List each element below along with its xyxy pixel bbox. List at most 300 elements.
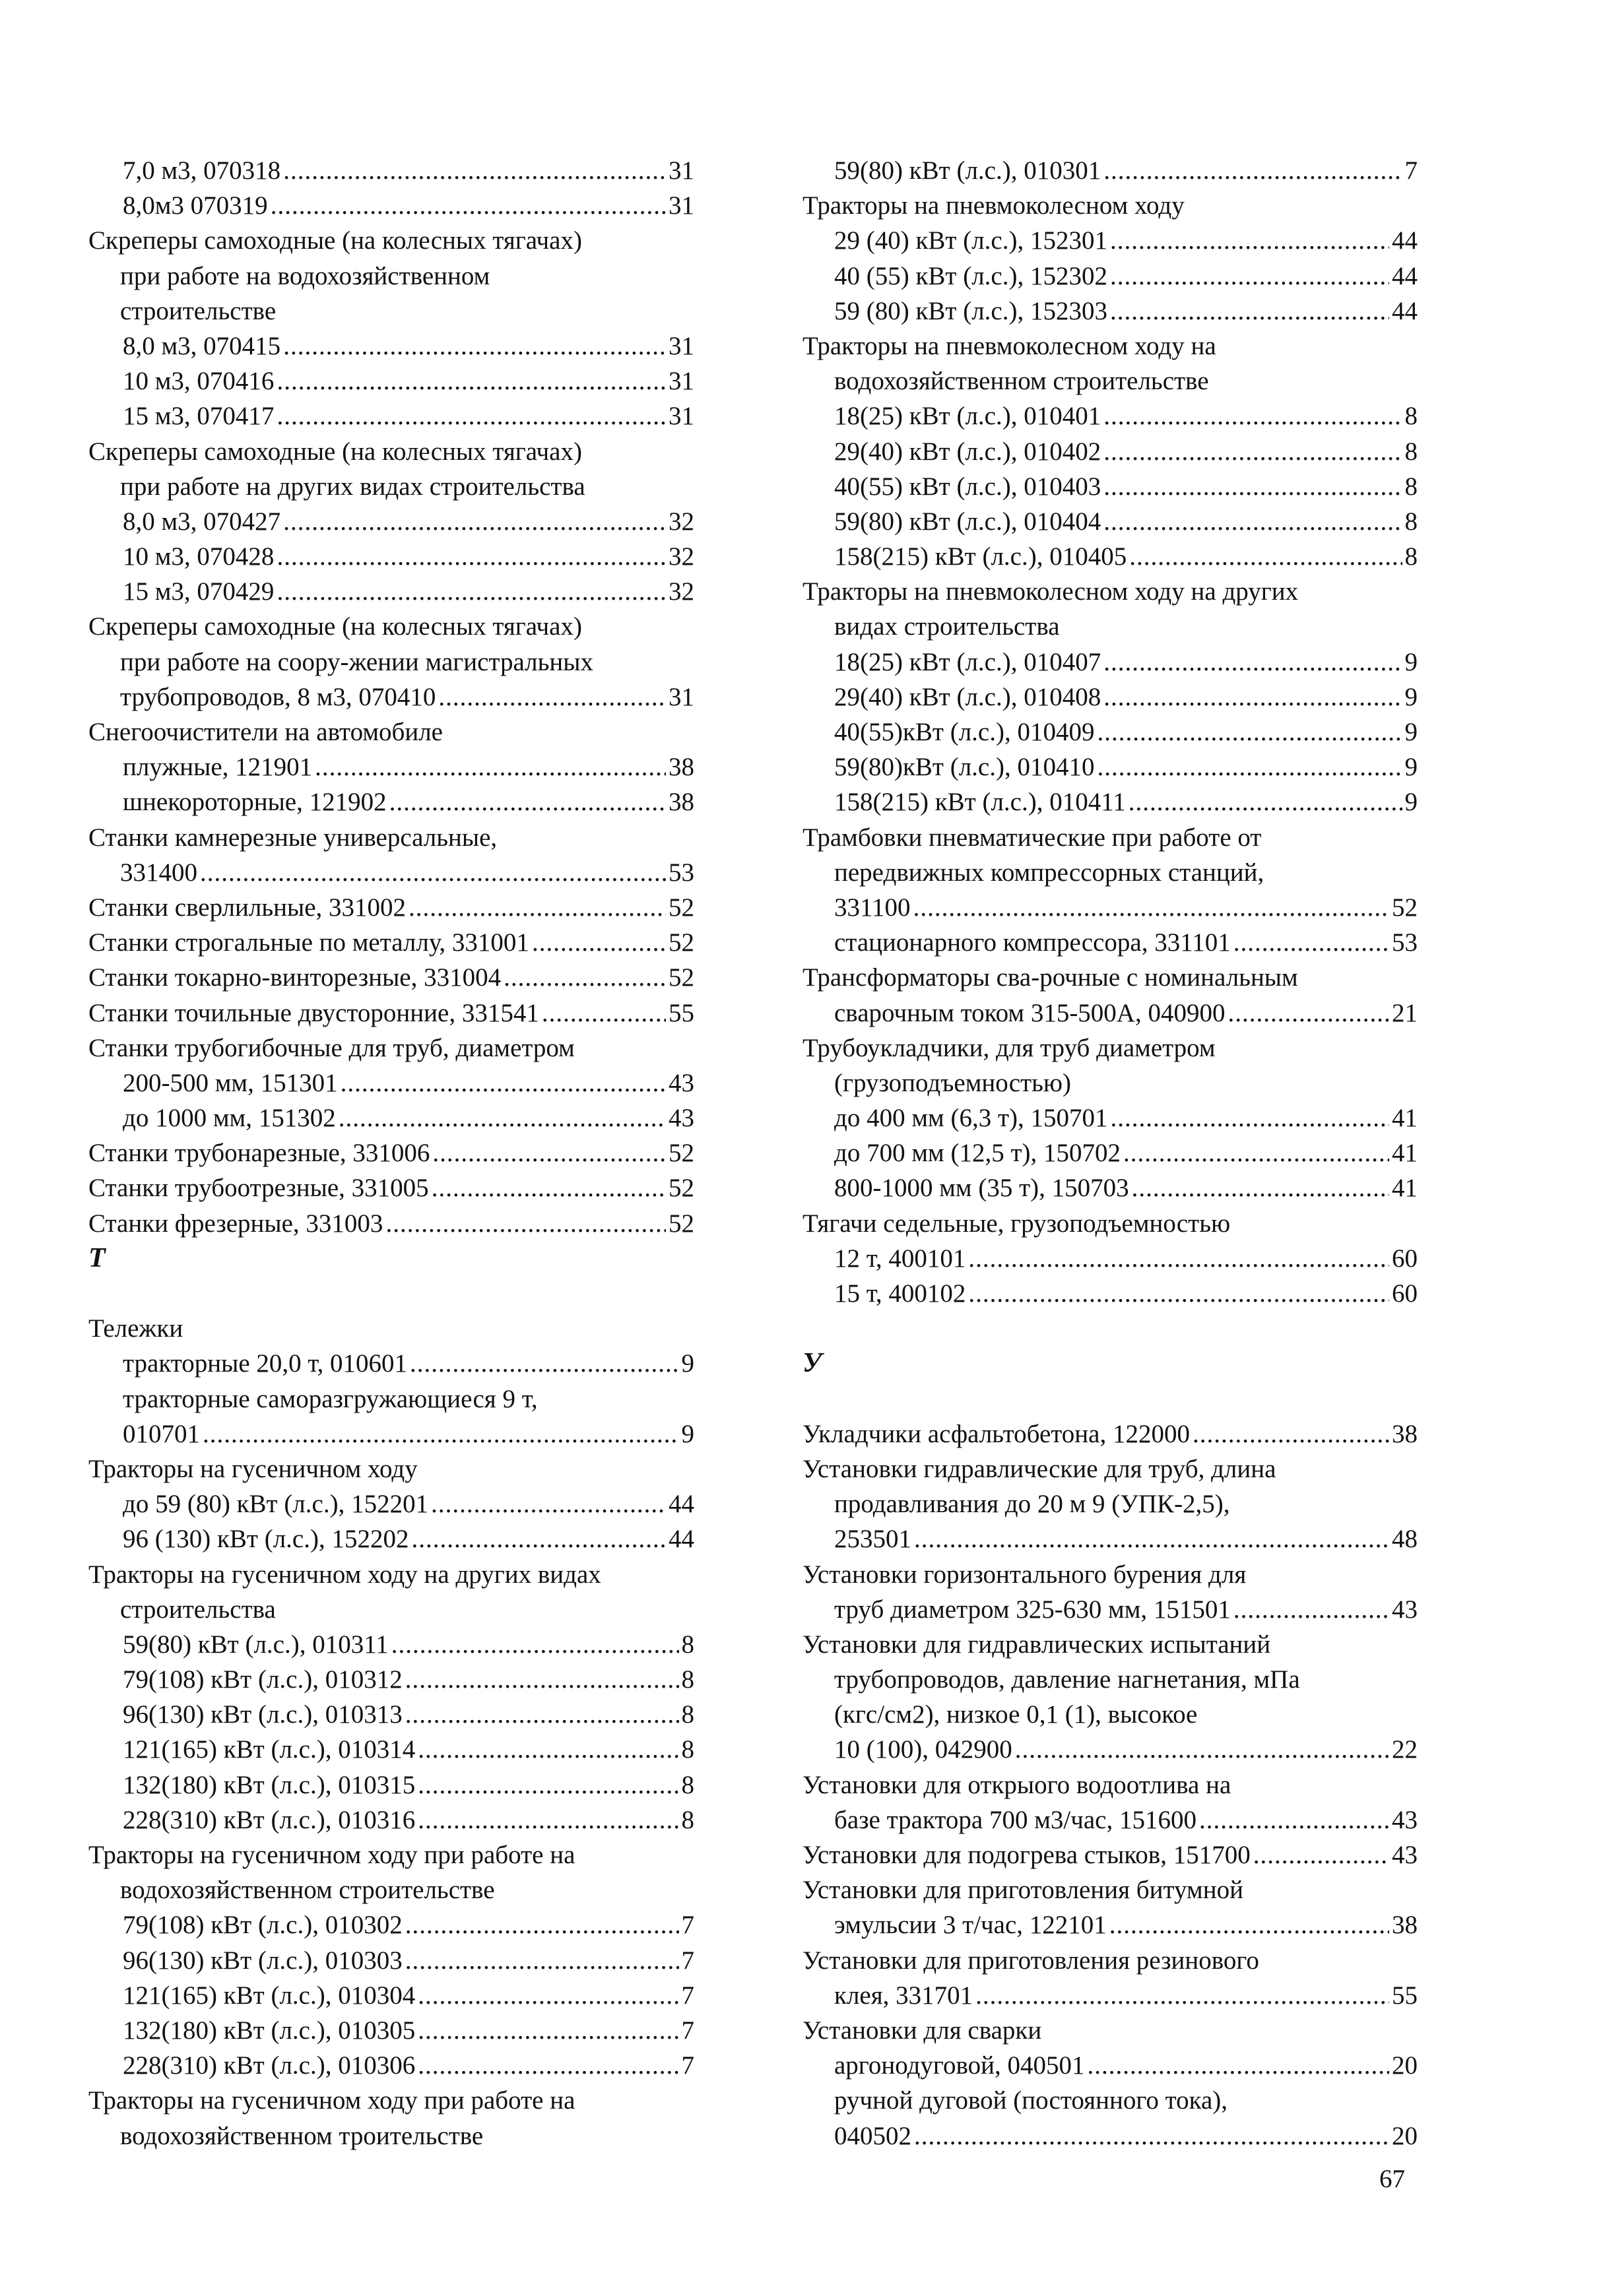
dot-leader — [200, 855, 666, 890]
entry-page-number: 44 — [669, 1525, 694, 1554]
entry-page-number: 52 — [1392, 893, 1418, 922]
dot-leader — [1103, 504, 1402, 539]
index-heading: Установки горизонтального бурения для — [802, 1560, 1247, 1589]
dot-leader — [1109, 1907, 1389, 1942]
index-entry — [88, 188, 694, 223]
entry-text: 158(215) кВт (л.с.), 010411 — [834, 788, 1126, 817]
index-entry — [88, 855, 694, 890]
index-heading: Установки гидравлические для труб, длина — [802, 1454, 1276, 1483]
index-entry — [802, 259, 1418, 294]
entry-page-number: 48 — [1392, 1525, 1418, 1554]
dot-leader — [1110, 1100, 1389, 1135]
entry-text: клея, 331701 — [834, 1981, 973, 2010]
entry-page-number: 20 — [1392, 2121, 1418, 2150]
entry-text: тракторные 20,0 т, 010601 — [123, 1349, 408, 1378]
dot-leader — [277, 539, 666, 574]
index-entry — [802, 294, 1418, 329]
entry-page-number: 43 — [1392, 1595, 1418, 1624]
index-heading: передвижных компрессорных станций, — [834, 858, 1264, 887]
entry-text: 29(40) кВт (л.с.), 010402 — [834, 437, 1101, 466]
entry-text: стационарного компрессора, 331101 — [834, 928, 1231, 957]
entry-text: 40(55)кВт (л.с.), 010409 — [834, 718, 1095, 746]
entry-page-number: 60 — [1392, 1279, 1418, 1308]
index-heading: Тракторы на пневмоколесном ходу на — [802, 331, 1216, 360]
dot-leader — [405, 1697, 679, 1732]
index-entry — [88, 1135, 694, 1170]
index-entry — [88, 890, 694, 925]
index-entry — [802, 1417, 1418, 1451]
index-entry — [88, 2013, 694, 2048]
entry-page-number: 8 — [1404, 542, 1418, 571]
dot-leader — [1103, 645, 1402, 680]
entry-text: эмульсии 3 т/час, 122101 — [834, 1911, 1107, 1940]
index-heading: Трамбовки пневматические при работе от — [802, 823, 1262, 852]
index-heading: Скреперы самоходные (на колесных тягачах) — [88, 437, 582, 466]
entry-text: 15 м3, 070429 — [123, 577, 275, 606]
index-entry — [802, 1978, 1418, 2013]
entry-text: 121(165) кВт (л.с.), 010304 — [123, 1981, 416, 2010]
entry-page-number: 53 — [1392, 928, 1418, 957]
index-heading: Тракторы на пневмоколесном ходу — [802, 191, 1185, 220]
entry-text: 96(130) кВт (л.с.), 010313 — [123, 1700, 403, 1729]
entry-page-number: 52 — [669, 1174, 694, 1203]
entry-page-number: 20 — [1392, 2051, 1418, 2080]
entry-text: 7,0 м3, 070318 — [123, 156, 281, 185]
dot-leader — [315, 749, 666, 784]
dot-leader — [277, 574, 666, 609]
index-entry — [802, 1276, 1418, 1311]
entry-page-number: 7 — [681, 2016, 694, 2045]
index-entry — [802, 996, 1418, 1031]
dot-leader — [968, 1276, 1389, 1311]
entry-page-number: 43 — [669, 1068, 694, 1097]
entry-text: 158(215) кВт (л.с.), 010405 — [834, 542, 1127, 571]
entry-text: 15 м3, 070417 — [123, 402, 275, 431]
entry-text: Станки сверлильные, 331002 — [88, 893, 407, 922]
dot-leader — [1199, 1802, 1389, 1837]
entry-page-number: 31 — [669, 331, 694, 360]
index-entry — [802, 715, 1418, 749]
entry-page-number: 9 — [681, 1419, 694, 1448]
entry-page-number: 8 — [681, 1770, 694, 1799]
entry-text: 10 м3, 070416 — [123, 367, 275, 396]
index-heading: Снегоочистители на автомобиле — [88, 718, 443, 746]
entry-text: Станки трубонарезные, 331006 — [88, 1139, 430, 1168]
index-heading: Установки для приготовления битумной — [802, 1876, 1243, 1905]
index-entry — [88, 1732, 694, 1767]
entry-page-number: 9 — [1404, 753, 1418, 782]
entry-page-number: 9 — [681, 1349, 694, 1378]
dot-leader — [432, 1170, 666, 1205]
index-entry — [802, 1100, 1418, 1135]
dot-leader — [418, 1768, 678, 1802]
entry-page-number: 9 — [1404, 647, 1418, 676]
index-entry — [88, 1768, 694, 1802]
dot-leader — [1228, 996, 1389, 1031]
entry-text: сварочным током 315-500А, 040900 — [834, 998, 1226, 1027]
entry-page-number: 43 — [1392, 1805, 1418, 1834]
entry-page-number: 38 — [1392, 1419, 1418, 1448]
section-letter: Т — [88, 1242, 106, 1273]
dot-leader — [1103, 434, 1402, 469]
entry-page-number: 8 — [681, 1665, 694, 1694]
index-entry — [88, 784, 694, 819]
entry-page-number: 9 — [1404, 682, 1418, 711]
dot-leader — [431, 1486, 666, 1521]
dot-leader — [203, 1417, 679, 1451]
entry-text: 12 т, 400101 — [834, 1244, 966, 1273]
index-entry — [802, 434, 1418, 469]
index-entry — [802, 1837, 1418, 1872]
entry-page-number: 32 — [669, 577, 694, 606]
dot-leader — [1233, 925, 1389, 960]
entry-page-number: 31 — [669, 682, 694, 711]
spacer — [802, 1382, 1418, 1417]
dot-leader — [1129, 539, 1402, 574]
entry-page-number: 44 — [1392, 226, 1418, 255]
index-entry — [88, 1066, 694, 1100]
dot-leader — [283, 329, 666, 364]
index-heading: Тягачи седельные, грузоподъемностью — [802, 1209, 1231, 1238]
entry-page-number: 8 — [681, 1700, 694, 1729]
dot-leader — [418, 2013, 678, 2048]
entry-text: 18(25) кВт (л.с.), 010407 — [834, 647, 1101, 676]
dot-leader — [532, 925, 666, 960]
index-heading: Станки камнерезные универсальные, — [88, 823, 498, 852]
dot-leader — [271, 188, 666, 223]
entry-text: Установки для подогрева стыков, 151700 — [802, 1841, 1251, 1869]
dot-leader — [914, 2119, 1389, 2153]
dot-leader — [1103, 399, 1402, 433]
index-heading: тракторные саморазгружающиеся 9 т, — [123, 1384, 538, 1413]
entry-text: 15 т, 400102 — [834, 1279, 966, 1308]
entry-text: 010701 — [123, 1419, 200, 1448]
index-entry — [802, 1521, 1418, 1556]
entry-text: труб диаметром 325-630 мм, 151501 — [834, 1595, 1231, 1624]
entry-page-number: 7 — [681, 1946, 694, 1975]
entry-page-number: 8 — [1404, 507, 1418, 536]
index-entry — [88, 364, 694, 399]
index-entry — [88, 1627, 694, 1662]
entry-text: 59 (80) кВт (л.с.), 152303 — [834, 296, 1107, 325]
entry-page-number: 41 — [1392, 1104, 1418, 1133]
entry-text: 121(165) кВт (л.с.), 010314 — [123, 1735, 416, 1764]
index-entry — [88, 1521, 694, 1556]
dot-leader — [1110, 259, 1389, 294]
dot-leader — [1015, 1732, 1389, 1767]
dot-leader — [1087, 2048, 1389, 2083]
index-entry — [88, 1206, 694, 1241]
dot-leader — [914, 1521, 1389, 1556]
entry-text: 10 м3, 070428 — [123, 542, 275, 571]
entry-text: до 1000 мм, 151302 — [123, 1104, 336, 1133]
dot-leader — [1097, 715, 1402, 749]
index-heading: Установки для сварки — [802, 2016, 1042, 2045]
index-entry — [88, 1697, 694, 1732]
index-heading: строительства — [120, 1595, 276, 1624]
entry-text: 228(310) кВт (л.с.), 010316 — [123, 1805, 416, 1834]
entry-text: Укладчики асфальтобетона, 122000 — [802, 1419, 1190, 1448]
dot-leader — [975, 1978, 1389, 2013]
dot-leader — [418, 1802, 678, 1837]
entry-text: 59(80)кВт (л.с.), 010410 — [834, 753, 1095, 782]
entry-text: 96 (130) кВт (л.с.), 152202 — [123, 1525, 409, 1554]
index-column-right — [802, 153, 1418, 2153]
index-entry — [88, 1943, 694, 1978]
index-heading: Трансформаторы сва-рочные с номинальным — [802, 963, 1298, 992]
entry-text: 79(108) кВт (л.с.), 010302 — [123, 1911, 403, 1940]
dot-leader — [1103, 153, 1402, 188]
entry-text: трубопроводов, 8 м3, 070410 — [120, 682, 436, 711]
index-heading: Тракторы на гусеничном ходу при работе на — [88, 2086, 575, 2115]
entry-text: 59(80) кВт (л.с.), 010311 — [123, 1630, 389, 1659]
entry-page-number: 44 — [669, 1490, 694, 1519]
index-entry — [88, 1907, 694, 1942]
entry-text: 331100 — [834, 893, 911, 922]
entry-page-number: 41 — [1392, 1174, 1418, 1203]
dot-leader — [968, 1241, 1389, 1276]
index-entry — [88, 329, 694, 364]
entry-page-number: 52 — [669, 1209, 694, 1238]
dot-leader — [411, 1521, 666, 1556]
dot-leader — [418, 2048, 678, 2083]
entry-text: шнекороторные, 121902 — [123, 788, 387, 817]
index-entry — [802, 153, 1418, 188]
entry-text: 40 (55) кВт (л.с.), 152302 — [834, 261, 1107, 290]
entry-page-number: 8 — [681, 1630, 694, 1659]
entry-text: 10 (100), 042900 — [834, 1735, 1012, 1764]
entry-page-number: 9 — [1404, 788, 1418, 817]
dot-leader — [410, 1346, 678, 1381]
entry-text: Станки точильные двусторонние, 331541 — [88, 998, 539, 1027]
dot-leader — [277, 364, 666, 399]
index-entry — [802, 2119, 1418, 2153]
dot-leader — [1123, 1135, 1389, 1170]
index-entry — [802, 1732, 1418, 1767]
index-heading: при работе на других видах строительства — [120, 472, 585, 501]
entry-text: 59(80) кВт (л.с.), 010301 — [834, 156, 1101, 185]
entry-page-number: 31 — [669, 191, 694, 220]
index-entry — [802, 1592, 1418, 1627]
index-heading: при работе на соору-жении магистральных — [120, 647, 593, 676]
index-entry — [802, 1135, 1418, 1170]
index-entry — [802, 539, 1418, 574]
index-heading: Тележки — [88, 1314, 183, 1343]
dot-leader — [1132, 1170, 1389, 1205]
dot-leader — [1103, 680, 1402, 715]
dot-leader — [341, 1066, 666, 1100]
entry-page-number: 44 — [1392, 261, 1418, 290]
index-heading: Скреперы самоходные (на колесных тягачах) — [88, 226, 582, 255]
entry-text: 8,0м3 070319 — [123, 191, 268, 220]
dot-leader — [913, 890, 1389, 925]
dot-leader — [1233, 1592, 1389, 1627]
entry-text: 8,0 м3, 070415 — [123, 331, 281, 360]
entry-text: Станки фрезерные, 331003 — [88, 1209, 383, 1238]
entry-page-number: 31 — [669, 367, 694, 396]
entry-text: 132(180) кВт (л.с.), 010315 — [123, 1770, 416, 1799]
index-heading: Установки для приготовления резинового — [802, 1946, 1259, 1975]
dot-leader — [405, 1662, 679, 1697]
dot-leader — [277, 399, 666, 433]
index-entry — [88, 399, 694, 433]
dot-leader — [432, 1135, 666, 1170]
index-entry — [802, 1802, 1418, 1837]
index-heading: строительстве — [120, 296, 277, 325]
index-entry — [88, 1662, 694, 1697]
index-heading: Тракторы на гусеничном ходу при работе на — [88, 1841, 575, 1869]
dot-leader — [409, 890, 666, 925]
entry-page-number: 9 — [1404, 718, 1418, 746]
index-entry — [802, 890, 1418, 925]
index-entry — [88, 574, 694, 609]
index-entry — [88, 504, 694, 539]
entry-page-number: 8 — [681, 1805, 694, 1834]
index-entry — [802, 749, 1418, 784]
entry-page-number: 53 — [669, 858, 694, 887]
index-heading: водохозяйственном троительстве — [120, 2121, 484, 2150]
index-heading: видах строительства — [834, 612, 1060, 641]
entry-text: Станки токарно-винторезные, 331004 — [88, 963, 502, 992]
index-entry — [802, 925, 1418, 960]
entry-text: базе трактора 700 м3/час, 151600 — [834, 1805, 1196, 1834]
index-entry — [88, 749, 694, 784]
dot-leader — [389, 784, 666, 819]
entry-text: 29 (40) кВт (л.с.), 152301 — [834, 226, 1107, 255]
dot-leader — [542, 996, 666, 1031]
index-heading: водохозяйственном строительстве — [120, 1876, 495, 1905]
entry-page-number: 55 — [669, 998, 694, 1027]
index-entry — [88, 539, 694, 574]
index-entry — [802, 1170, 1418, 1205]
index-heading: при работе на водохозяйственном — [120, 261, 490, 290]
dot-leader — [405, 1907, 679, 1942]
index-entry — [802, 1907, 1418, 1942]
dot-leader — [405, 1943, 679, 1978]
entry-page-number: 21 — [1392, 998, 1418, 1027]
entry-text: 040502 — [834, 2121, 911, 2150]
entry-text: до 59 (80) кВт (л.с.), 152201 — [123, 1490, 429, 1519]
dot-leader — [1110, 294, 1389, 329]
index-entry — [88, 996, 694, 1031]
index-entry — [802, 1241, 1418, 1276]
entry-page-number: 7 — [681, 1911, 694, 1940]
index-entry — [88, 1978, 694, 2013]
index-entry — [802, 223, 1418, 258]
entry-page-number: 52 — [669, 963, 694, 992]
entry-text: Станки строгальные по металлу, 331001 — [88, 928, 529, 957]
index-heading: Трубоукладчики, для труб диаметром — [802, 1033, 1216, 1062]
index-entry — [802, 2048, 1418, 2083]
dot-leader — [1103, 469, 1402, 504]
section-letter: У — [802, 1348, 822, 1379]
entry-text: плужные, 121901 — [123, 753, 313, 782]
entry-page-number: 31 — [669, 156, 694, 185]
entry-page-number: 7 — [1404, 156, 1418, 185]
entry-page-number: 60 — [1392, 1244, 1418, 1273]
entry-page-number: 8 — [1404, 472, 1418, 501]
index-entry — [88, 1417, 694, 1451]
index-entry — [88, 1802, 694, 1837]
dot-leader — [1097, 749, 1402, 784]
page-number: 67 — [1379, 2165, 1405, 2193]
index-entry — [88, 1486, 694, 1521]
entry-page-number: 8 — [1404, 437, 1418, 466]
entry-text: до 400 мм (6,3 т), 150701 — [834, 1104, 1108, 1133]
dot-leader — [418, 1978, 678, 2013]
entry-page-number: 52 — [669, 893, 694, 922]
entry-page-number: 22 — [1392, 1735, 1418, 1764]
dot-leader — [339, 1100, 666, 1135]
entry-page-number: 7 — [681, 1981, 694, 2010]
index-entry — [88, 2048, 694, 2083]
entry-page-number: 38 — [669, 788, 694, 817]
dot-leader — [283, 504, 666, 539]
index-entry — [88, 960, 694, 995]
index-entry — [802, 469, 1418, 504]
entry-page-number: 41 — [1392, 1139, 1418, 1168]
entry-text: 331400 — [120, 858, 197, 887]
entry-page-number: 38 — [1392, 1911, 1418, 1940]
index-heading: Тракторы на гусеничном ходу — [88, 1454, 418, 1483]
index-entry — [802, 399, 1418, 433]
dot-leader — [283, 153, 666, 188]
index-heading: ручной дуговой (постоянного тока), — [834, 2086, 1228, 2115]
dot-leader — [1193, 1417, 1389, 1451]
entry-page-number: 43 — [1392, 1841, 1418, 1869]
index-entry — [88, 153, 694, 188]
dot-leader — [391, 1627, 679, 1662]
entry-page-number: 52 — [669, 1139, 694, 1168]
entry-page-number: 32 — [669, 507, 694, 536]
index-entry — [88, 925, 694, 960]
index-entry — [88, 680, 694, 715]
index-entry — [802, 645, 1418, 680]
dot-leader — [438, 680, 666, 715]
entry-text: 200-500 мм, 151301 — [123, 1068, 338, 1097]
entry-text: 59(80) кВт (л.с.), 010404 — [834, 507, 1101, 536]
entry-page-number: 32 — [669, 542, 694, 571]
entry-text: Станки трубоотрезные, 331005 — [88, 1174, 429, 1203]
entry-text: 228(310) кВт (л.с.), 010306 — [123, 2051, 416, 2080]
entry-text: аргонодуговой, 040501 — [834, 2051, 1085, 2080]
index-heading: трубопроводов, давление нагнетания, мПа — [834, 1665, 1300, 1694]
index-column-left — [88, 153, 694, 2153]
entry-text: 96(130) кВт (л.с.), 010303 — [123, 1946, 403, 1975]
entry-page-number: 7 — [681, 2051, 694, 2080]
entry-text: 29(40) кВт (л.с.), 010408 — [834, 682, 1101, 711]
dot-leader — [1253, 1837, 1389, 1872]
index-entry — [802, 680, 1418, 715]
index-heading: водохозяйственном строительстве — [834, 367, 1209, 396]
index-entry — [802, 784, 1418, 819]
index-heading: Скреперы самоходные (на колесных тягачах) — [88, 612, 582, 641]
index-heading: Станки трубогибочные для труб, диаметром — [88, 1033, 575, 1062]
entry-page-number: 38 — [669, 753, 694, 782]
entry-page-number: 8 — [1404, 402, 1418, 431]
index-entry — [802, 504, 1418, 539]
entry-page-number: 44 — [1392, 296, 1418, 325]
entry-page-number: 43 — [669, 1104, 694, 1133]
dot-leader — [504, 960, 666, 995]
index-heading: Установки для гидравлических испытаний — [802, 1630, 1271, 1659]
spacer — [802, 1311, 1418, 1346]
index-entry — [88, 1100, 694, 1135]
index-heading: Тракторы на пневмоколесном ходу на других — [802, 577, 1299, 606]
entry-text: 132(180) кВт (л.с.), 010305 — [123, 2016, 416, 2045]
index-entry — [88, 1346, 694, 1381]
entry-page-number: 55 — [1392, 1981, 1418, 2010]
